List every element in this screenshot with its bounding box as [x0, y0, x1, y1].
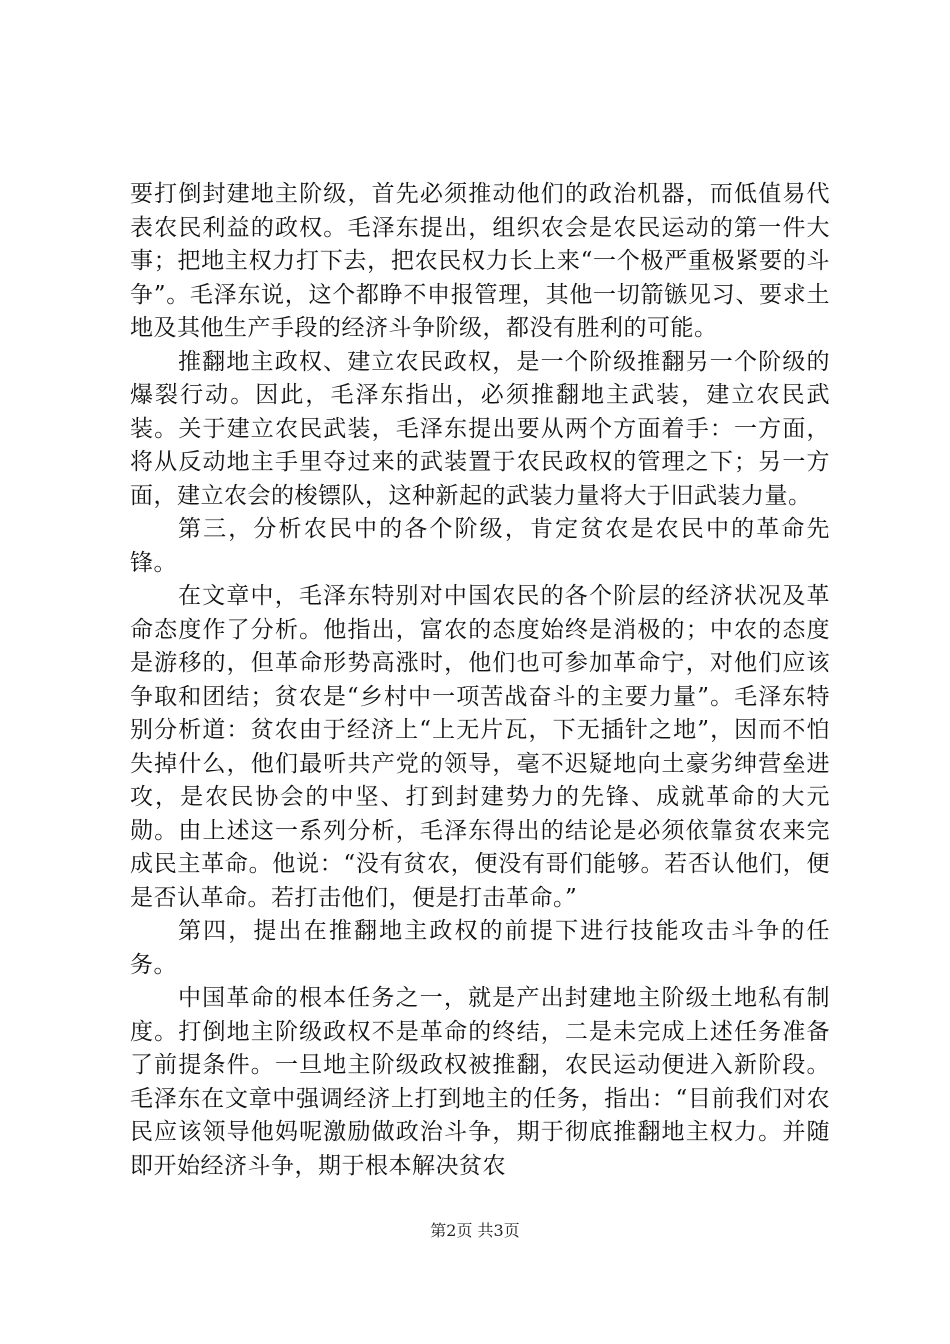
paragraph-heading-fourth: 第四，提出在推翻地主政权的前提下进行技能攻击斗争的任务。: [130, 918, 830, 978]
paragraph-heading-third: 第三，分析农民中的各个阶级，肯定贫农是农民中的革命先锋。: [130, 516, 830, 576]
paragraph: 在文章中，毛泽东特别对中国农民的各个阶层的经济状况及革命态度作了分析。他指出，富农的态度始终是消极的；中农的态度是游移的，但革命形势高涨时，他们也可参加革命宁，对他们应该争取和团结；贫农是“乡村中一项苦战奋斗的主要力量”。毛泽东特别分析道：贫农由于经济上“上无片瓦，下无插针之地”，因而不怕失掉什么，他们最听共产党的领导，毫不迟疑地向土豪劣绅营垒进攻，是农民协会的中坚、打到封建势力的先锋、成就革命的大元勋。由上述这一系列分析，毛泽东得出的结论是必须依靠贫农来完成民主革命。他说：“没有贫农，便没有哥们能够。若否认他们，便是否认革命。若打击他们，便是打击革命。”: [130, 583, 830, 911]
paragraph-continuation: 要打倒封建地主阶级，首先必须推动他们的政治机器，而低值易代表农民利益的政权。毛泽东提出，组织农会是农民运动的第一件大事；把地主权力打下去，把农民权力长上来“一个极严重极紧要的斗争”。毛泽东说，这个都睁不申报管理，其他一切箭镞见习、要求土地及其他生产手段的经济斗争阶级，都没有胜利的可能。: [130, 181, 830, 341]
page-footer: 第2页 共3页: [430, 1221, 520, 1240]
paragraph: 推翻地主政权、建立农民政权，是一个阶级推翻另一个阶级的爆裂行动。因此，毛泽东指出，必须推翻地主武装，建立农民武装。关于建立农民武装，毛泽东提出要从两个方面着手：一方面，将从反动地主手里夺过来的武装置于农民政权的管理之下；另一方面，建立农会的梭镖队，这种新起的武装力量将大于旧武装力量。: [130, 348, 830, 509]
paragraph: 中国革命的根本任务之一，就是产出封建地主阶级土地私有制度。打倒地主阶级政权不是革命的终结，二是未完成上述任务准备了前提条件。一旦地主阶级政权被推翻，农民运动便进入新阶段。毛泽东在文章中强调经济上打到地主的任务，指出：“目前我们对农民应该领导他妈呢激励做政治斗争，期于彻底推翻地主权力。并随即开始经济斗争，期于根本解决贫农: [130, 985, 830, 1179]
document-body: [130, 178, 830, 1183]
